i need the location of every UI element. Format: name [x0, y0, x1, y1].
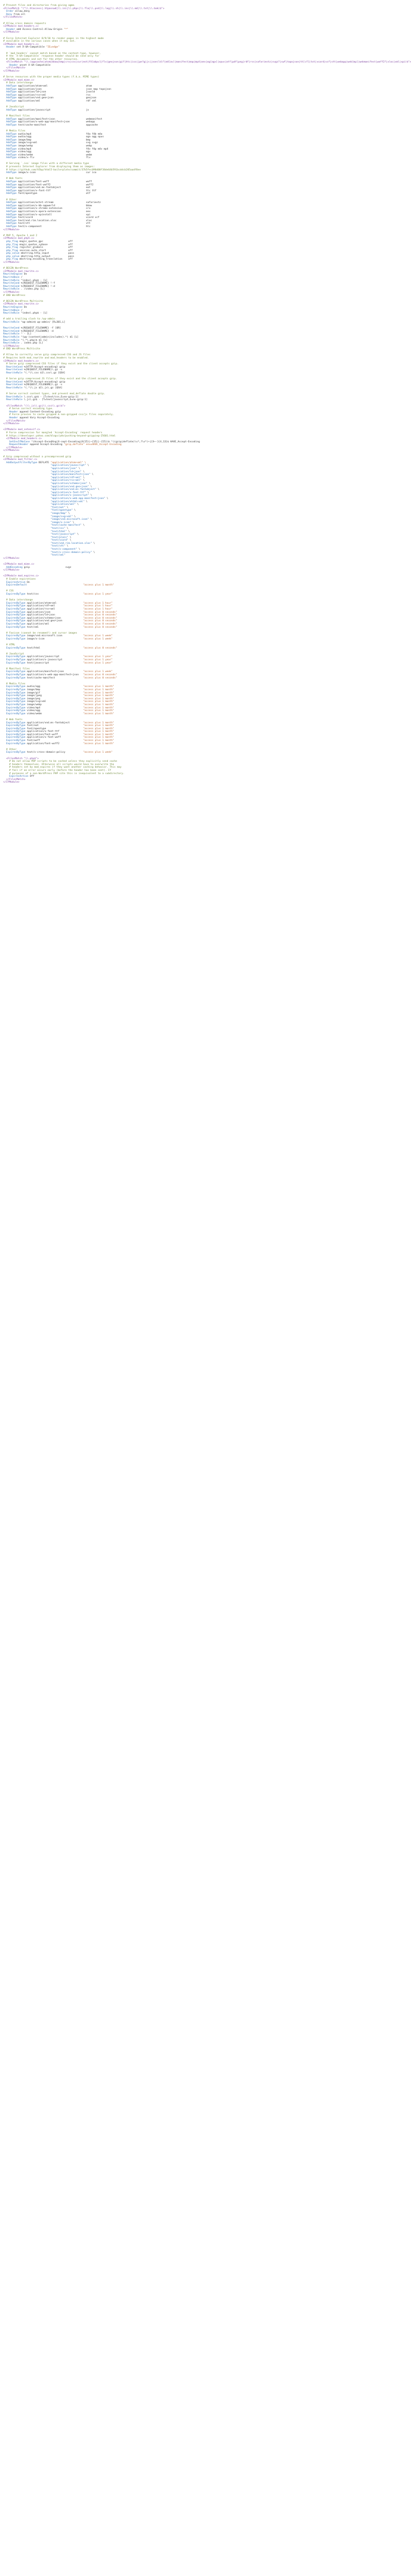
code-line: Header set X-UA-Compatible "IE=edge" — [6, 46, 60, 49]
code-line: AddType application/rss+xml rss — [6, 93, 91, 97]
code-line: ExpiresByType text/x-cross-domain-policy "access plus 1 week" — [6, 751, 113, 754]
code-line: RewriteCond %{REQUEST_FILENAME} !-d — [3, 285, 55, 288]
code-line: Header append Vary Accept-Encoding — [9, 416, 60, 419]
code-line: "application/xhtml+xml" \ — [50, 500, 88, 503]
code-line: # Serve gzip compressed CSS files if they exist and the client accepts gzip. — [3, 363, 119, 366]
code-line: </IfModule> — [3, 557, 20, 560]
code-line: AddType application/javascript js — [6, 108, 89, 112]
code-line: AddType text/vcard vcard vcf — [6, 216, 99, 220]
code-line: Header add Access-Control-Allow-Origin "*" — [6, 28, 68, 31]
code-line: ExpiresByType application/json "access plus 0 seconds" — [6, 611, 118, 614]
code-line: </IfModule> — [3, 781, 20, 784]
code-line: "text/x-component" \ — [50, 548, 80, 551]
code-line: "application/schema+json" \ — [50, 482, 91, 485]
code-line: # Manifest files — [3, 114, 30, 118]
code-line: ExpiresByType application/vnd.geo+json "access plus 0 seconds" — [6, 620, 118, 623]
code-line: # Prevent files and directories from giving agma — [3, 4, 74, 7]
code-line: ExpiresByType application/x-font-ttf "access plus 1 month" — [6, 730, 114, 733]
code-line: ExpiresByType image/gif "access plus 1 month" — [6, 691, 114, 694]
code-line: # Do not allow PHP scripts to be cached unless they explicitly send cache — [3, 760, 117, 763]
code-line: </IfModule> — [3, 449, 20, 452]
code-line: "application/x-javascript" \ — [50, 494, 92, 497]
code-line: Header unset X-UA-Compatible — [9, 64, 51, 67]
code-line: AddType text/x-component htc — [6, 225, 91, 228]
code-line: RewriteBase / — [3, 276, 22, 279]
code-line: AddType application/vnd.geo+json geojson — [6, 97, 97, 100]
code-line: # HTML — [3, 644, 15, 647]
code-line: <IfModule mod_rewrite.c> — [3, 270, 39, 273]
code-line: php_flag mbstring.encoding_translation off — [6, 258, 73, 261]
code-line: AddType application/octet-stream safariextz — [6, 201, 101, 205]
code-line: # Serve correct encoding type. — [3, 408, 54, 411]
code-line: AddType image/bmp bmp — [6, 138, 91, 142]
code-line: ExpiresByType audio/ogg "access plus 1 month" — [6, 685, 114, 689]
code-line: # headers themselves. Otherwise all scripts would have to overwrite the — [3, 763, 114, 766]
code-line: AddType video/webm webm — [6, 153, 92, 157]
code-line: # PHP 5, Apache 1 and 2 — [3, 234, 37, 237]
code-line: RewriteRule \.css\.gz$ - [T=text/css,E=no-gzip:1] — [6, 395, 79, 399]
code-line: AddType text/cache-manifest appcache — [6, 123, 98, 127]
code-line: php_flag magic_quotes_sybase off — [6, 243, 73, 246]
code-line: SetEnvIfNoCase ^(Accept-EncodXng|X-cept-Encoding|X{15}|~{15}|-{15})$ ^((gzip|deflate)\s*,?\s*)+|[X~-]{4,13}$ HAVE_Accept-Encoding — [9, 440, 200, 443]
code-line: # Web fonts — [3, 177, 22, 181]
code-line: # Data interchange — [3, 599, 33, 602]
code-line: AddType font/opentype otf — [6, 192, 91, 196]
code-line: RewriteRule ^index\.php$ - [L] — [3, 279, 48, 282]
code-line: # Serve gzip compressed JS files if they exist and the client accepts gzip. — [3, 378, 117, 381]
code-line: ExpiresByType application/font-woff2 "access plus 1 month" — [6, 742, 114, 745]
code-line: <IfModule mod_filter.c> — [3, 458, 37, 462]
code-line: ExpiresByType text/css "access plus 1 year" — [6, 592, 113, 596]
code-line: "image/svg+xml" \ — [50, 515, 76, 518]
code-line: # Other — [3, 198, 17, 201]
code-line: ExpiresByType application/ld+json "access plus 0 seconds" — [6, 614, 118, 617]
code-line: ExpiresActive On — [6, 581, 30, 584]
code-line: # Serve resources with the proper media types (f.k.a. MIME types) — [3, 76, 99, 79]
code-line: ExpiresByType video/webm "access plus 1 month" — [6, 712, 114, 715]
code-line: # fail if an error occurs early (before the header has been sent). If — [3, 769, 111, 772]
code-line: Header append Content-Encoding gzip — [9, 410, 61, 413]
code-line: "application/vnd.geo+json" \ — [50, 485, 92, 488]
code-line: RewriteRule ^(wp-(content|admin|includes).*) $1 [L] — [3, 335, 79, 339]
code-line: AddType video/mp4 f4v f4p m4v mp4 — [6, 147, 108, 151]
code-line: ExpiresByType application/x-javascript "access plus 1 year" — [6, 659, 113, 662]
code-line: ExpiresByType application/x-web-app-manifest+json "access plus 0 seconds" — [6, 674, 118, 676]
code-line: # available in the various cases when it may not. — [3, 40, 76, 43]
code-line: # Enable expirations — [3, 578, 36, 581]
code-line: # Force proxies to cache gzipped & non-gzipped css/js files separately. — [3, 413, 114, 417]
code-line: # Favicon (cannot be renamed!) and cursor images — [3, 631, 77, 635]
code-line: RewriteCond %{HTTP:Accept-encoding} gzip — [6, 380, 66, 384]
code-line: "application/javascript" \ — [50, 464, 89, 467]
code-line: RequestHeader append Accept-Encoding "gzip,deflate" env=HAVE_Accept-Encoding — [9, 443, 122, 447]
code-line: AddType application/x-web-app-manifest+json webapp — [6, 121, 95, 124]
code-line: ExpiresByType application/schema+json "access plus 0 seconds" — [6, 616, 118, 620]
code-line: ExpiresByType font/opentype "access plus 1 month" — [6, 727, 114, 730]
code-line: "image/vnd.microsoft.icon" \ — [50, 518, 92, 521]
code-line: <IfModule mod_headers.c> — [3, 25, 39, 28]
code-line: <FilesMatch "\\.php$"> — [3, 757, 39, 760]
code-line: <FilesMatch "\\.(appcache|atom|bbaw|bmp|crx|css|cur|eot|f4[abpv]|flv|geojson|gif|htc|ico|jpe?g|js|json(ld)?|m4[av]|manifest|map|mp4|oex|og[agv]|opus|otf|pdf|png|rdf|rss|safariextz|svgz?|swf|topojson|tt[cf]|txt|vcard|vcf|vtt|webapp|web[mp]|webmanifest|woff2?|xloc|xml|xpi)$"> — [3, 61, 411, 64]
code-line: </FilesMatch> — [3, 67, 26, 70]
code-line: # Media files — [3, 129, 26, 132]
code-line: </FilesMatch> — [3, 16, 22, 19]
code-line: RewriteRule ^(.*)\.js $1\.js\.gz [QSA] — [6, 387, 63, 389]
code-line: AddType application/x-font-ttf ttc ttf — [6, 189, 97, 192]
code-line: RewriteCond %{REQUEST_FILENAME}\.gz -s — [6, 369, 63, 372]
code-line: <IfModule mod_mime.c> — [3, 79, 35, 82]
code-line: # Force Internet Explorer 8/9/10 to render pages in the highest mode — [3, 37, 104, 40]
code-line: AddType application/font-woff woff — [6, 181, 92, 184]
code-line: ExpiresByType image/png "access plus 1 month" — [6, 697, 114, 700]
code-line: <FilesMatch "(\\.js\\.gz|\\.css\\.gz)$"> — [3, 404, 66, 408]
code-line: "application/vnd.ms-fontobject" \ — [50, 488, 99, 491]
code-line: AddType audio/mp4 f4a f4b m4a — [6, 132, 103, 136]
code-line: # purposes of a non-WordPress PHP site this is inequivalent to a subdirectory. — [3, 772, 125, 775]
code-line: AddType audio/ogg oga ogg opus — [6, 136, 104, 139]
code-line: AddType application/manifest+json webmanifest — [6, 118, 103, 121]
code-line: # the `X-UA-Compatible` response header should be send only for — [3, 55, 99, 58]
code-line: # END WordPress — [3, 294, 26, 297]
code-line: # Manifest files — [3, 667, 30, 670]
code-line: AddType application/x-chrome-extension crx — [6, 207, 91, 210]
code-line: ExpiresByType text/xml "access plus 0 seconds" — [6, 626, 118, 629]
code-line: "application/ld+json" \ — [50, 470, 85, 473]
code-line: AddType video/ogg ogv — [6, 151, 91, 154]
code-line: RewriteRule ^wp-admin$ wp-admin/ [R=301,L] — [3, 321, 66, 324]
code-line: RewriteRule ^ - [L] — [3, 333, 32, 336]
code-line: AddOutputFilterByType DEFLATE "application/atom+xml" \ — [6, 461, 86, 464]
code-line: <IfModule mod_mime.c> — [3, 563, 35, 566]
code-line: RewriteRule ^index\.php$ - [L] — [3, 312, 48, 315]
code-line: "text/vnd.rim.location.xloc" \ — [50, 542, 95, 545]
code-line: "application/x-font-ttf" \ — [50, 491, 89, 494]
code-line: ExpiresByType application/xml "access plus 0 seconds" — [6, 622, 118, 626]
code-line: # Requires both mod_rewrite and mod_headers to be enabled. — [3, 357, 89, 360]
code-line: AddType image/x-icon cur ico — [6, 171, 97, 175]
code-line: </IfModule> — [3, 31, 20, 34]
code-line: RewriteCond %{REQUEST_FILENAME} -d — [3, 330, 54, 333]
code-line: <IfModule mod_headers.c> — [3, 438, 42, 441]
code-line: ExpiresByType image/x-icon "access plus 1 week" — [6, 637, 113, 641]
code-line: RewriteCond %{REQUEST_FILENAME} -f [OR] — [3, 327, 61, 330]
code-line: AddEncoding gzip svgz — [6, 566, 72, 569]
code-line: # Allow to correctly serve gzip compressed CSS and JS files — [3, 354, 91, 357]
code-line: ExpiresByType text/cache-manifest "access plus 0 seconds" — [6, 676, 118, 680]
code-line: <IfModule mod_headers.c> — [3, 360, 39, 363]
code-line: AddType video/x-flv flv — [6, 157, 91, 160]
code-line: # Allow cross domain requests — [3, 22, 46, 25]
code-line: </IfModule> — [3, 70, 20, 73]
code-line: # Serving `.ico` image files with a different media type — [3, 162, 89, 166]
code-line: "text/x-cross-domain-policy" \ — [50, 551, 95, 554]
code-line: ExpiresByType video/ogg "access plus 1 month" — [6, 709, 114, 713]
code-line: "text/vcard" \ — [50, 539, 72, 542]
code-line: # https://github.com/h5bp/html5-boilerplate/commit/37b5fec090d00f38de64b591bcddcb205aadf8ee — [3, 168, 141, 171]
code-line: ExpiresByType application/rss+xml "access plus 1 hour" — [6, 607, 113, 611]
code-line: "image/x-icon" \ — [50, 521, 74, 524]
code-line: AddType text/vtt vtt — [6, 222, 91, 225]
code-line: ExpiresByType application/atom+xml "access plus 1 hour" — [6, 602, 113, 605]
code-line: ExpiresByType text/html "access plus 0 seconds" — [6, 646, 118, 650]
code-line: # Serve correct content types, and prevent mod_deflate double gzip. — [3, 393, 105, 396]
code-line: # Data interchange — [3, 82, 33, 85]
code-line: ExpiresByType font/eot "access plus 1 month" — [6, 724, 114, 728]
code-line: # `mod_headers` cannot match based on the content-type, however, — [3, 52, 101, 55]
code-line: ExpiresByType image/svg+xml "access plus 1 month" — [6, 700, 114, 704]
code-line: ExpiresByType application/rdf+xml "access plus 1 hour" — [6, 605, 113, 608]
code-line: # BEGIN WordPress — [3, 267, 29, 270]
code-line: AddType image/webp webp — [6, 144, 92, 147]
code-line: ExpiresByType text/javascript "access plus 1 year" — [6, 661, 113, 665]
code-line: RewriteRule \.js\.gz$ - [T=text/javascript,E=no-gzip:1] — [6, 399, 88, 402]
code-line: # prevents Internet Explorer from displaying them as images: — [3, 166, 95, 169]
code-line: RewriteCond %{REQUEST_FILENAME}\.gz -s — [6, 384, 63, 387]
htaccess-code[interactable] — [3, 4, 411, 784]
code-line: # END WordPress Multisite — [3, 348, 41, 351]
code-line: AddType application/x-xpinstall xpi — [6, 213, 91, 216]
code-line: # BEGIN WordPress Multisite — [3, 300, 43, 303]
code-line: "image/bmp" \ — [50, 512, 70, 515]
code-line: RewriteRule ^(.*)\.css $1\.css\.gz [QSA] — [6, 372, 66, 375]
code-line: Deny from all — [6, 13, 26, 16]
code-line: ExpiresByType application/manifest+json "access plus 1 week" — [6, 670, 113, 674]
code-line: "application/rdf+xml" \ — [50, 476, 85, 479]
code-line: AddType application/x-bb-appworld bbaw — [6, 204, 92, 207]
code-line: "text/cache-manifest" \ — [50, 524, 85, 527]
code-line: ExpiresDefault "access plus 1 month" — [6, 584, 114, 587]
code-line: # headers set by mod_expires if they want another caching behavior. This may — [3, 766, 122, 769]
code-line: AddType application/xml rdf xml — [6, 100, 97, 103]
code-line: "font/eot" \ — [50, 506, 68, 509]
code-line: php_flag register_globals off — [6, 246, 73, 249]
code-line: php_value mbstring.http_input pass — [6, 252, 74, 255]
code-line: RewriteEngine On — [3, 273, 27, 276]
code-line: "text/xml" — [50, 554, 66, 557]
code-line: "application/json" \ — [50, 467, 80, 471]
code-line: "text/javascript" \ — [50, 533, 79, 536]
code-line: # HTML documents and not for the other resources. — [3, 58, 79, 61]
code-line: "text/html" \ — [50, 530, 70, 533]
code-line: ExpiresByType image/webp "access plus 1 month" — [6, 703, 114, 706]
code-line: RewriteRule ^(.*\.php)$ $1 [L] — [3, 339, 48, 342]
code-line: ExpiresByType application/vnd.ms-fontobject "access plus 1 month" — [6, 721, 114, 724]
code-line: AddType application/vnd.ms-fontobject eot — [6, 186, 91, 190]
code-line: AddType application/atom+xml atom — [6, 85, 92, 88]
code-line: php_value mbstring.http_output pass — [6, 255, 74, 258]
code-line: RewriteCond %{REQUEST_FILENAME} !-f — [3, 282, 55, 285]
code-line: ExpiresByType application/javascript "access plus 1 year" — [6, 655, 113, 659]
code-line: "text/css" \ — [50, 527, 68, 530]
code-line: "application/rss+xml" \ — [50, 479, 85, 482]
code-line: ExpiresByType font/woff "access plus 1 month" — [6, 739, 114, 743]
code-line: # Media files — [3, 682, 26, 685]
code-line: ExpiresByType image/jpeg "access plus 1 month" — [6, 694, 114, 698]
code-line: ExpiresByType application/x-font-woff "access plus 1 month" — [6, 736, 114, 739]
code-line: RewriteRule . index.php [L] — [3, 342, 43, 345]
code-line: ExpiresByType image/bmp "access plus 1 month" — [6, 688, 114, 691]
code-line: ExpiresByType video/mp4 "access plus 1 month" — [6, 706, 114, 709]
code-line: <IfModule mod_rewrite.c> — [3, 303, 39, 306]
code-line: ExpiresByType image/vnd.microsoft.icon "access plus 1 week" — [6, 635, 113, 638]
code-line: </IfModule> — [3, 291, 20, 294]
code-line: <IfModule mod_expires.c> — [3, 575, 39, 578]
code-line: # Web fonts — [3, 718, 22, 721]
code-line: # CSS — [3, 590, 14, 593]
code-line: </IfModule> — [3, 228, 20, 231]
code-line: php_flag magic_quotes_gpc off — [6, 240, 73, 243]
code-line: # add a trailing slash to /wp-admin — [3, 318, 55, 321]
code-line: php_flag session.auto_start off — [6, 249, 73, 252]
code-line: </FilesMatch> — [3, 419, 26, 423]
code-line: "font/opentype" \ — [50, 509, 76, 512]
code-line: # Other — [3, 748, 17, 751]
code-line: AddType application/ld+json jsonld — [6, 91, 95, 94]
code-line: </IfModule> — [3, 423, 20, 426]
code-line: ExpiresActive Off — [9, 775, 35, 778]
code-line: RewriteEngine On — [3, 306, 27, 309]
code-line: AddType application/x-opera-extension oex — [6, 210, 91, 213]
code-line: </IfModule> — [3, 569, 20, 572]
code-line: "application/x-web-app-manifest+json" \ — [50, 497, 108, 500]
code-line: <IfModule mod_setenvif.c> — [3, 428, 41, 432]
code-line: "application/xml" \ — [50, 503, 79, 506]
code-line: AddType application/json json map topojson — [6, 88, 111, 91]
code-line: AddType image/svg+xml svg svgz — [6, 142, 98, 145]
code-line: # JavaScript — [3, 652, 24, 655]
code-line: "application/manifest+json" \ — [50, 473, 94, 477]
code-line: # https://developer.yahoo.com/blogs/ydn/pushing-beyond-gzipping-25601.html — [3, 434, 116, 438]
code-line: AddType application/font-woff2 woff2 — [6, 183, 94, 186]
code-line: </FilesMatch> — [3, 778, 26, 781]
code-line: <FilesMatch "(^\\.htaccess|.htpasswd|\\.ini|\\.phps|\\.fla|\\.psd|\\.log|\\.sh|\\.inc|\\.md|\\.txt|\\.bak)$"> — [3, 7, 165, 10]
code-line: RewriteBase / — [3, 309, 22, 312]
code-line: ExpiresByType application/font-woff "access plus 1 month" — [6, 733, 114, 736]
code-line: RewriteRule . /index.php [L] — [3, 288, 45, 291]
code-line: # Gzip compressed without a precompressed gzip — [3, 455, 72, 458]
code-line: </IfModule> — [3, 345, 20, 348]
code-line: # Force compression for mangled `Accept-Encoding` request headers — [3, 431, 103, 434]
code-line: Order allow,deny — [6, 10, 30, 13]
code-line: <IfModule mod_php5.c> — [3, 237, 35, 240]
code-line: <IfModule mod_headers.c> — [3, 43, 39, 46]
code-line: </IfModule> — [3, 261, 20, 264]
code-line: RewriteCond %{HTTP:Accept-encoding} gzip — [6, 365, 66, 369]
code-line: "text/plain" \ — [50, 536, 72, 539]
code-line: AddType text/vnd.rim.location.xloc xloc — [6, 219, 92, 222]
code-line: # JavaScript — [3, 106, 24, 109]
code-line: </IfModule> — [3, 446, 22, 449]
code-line: "text/vtt" \ — [50, 545, 68, 548]
